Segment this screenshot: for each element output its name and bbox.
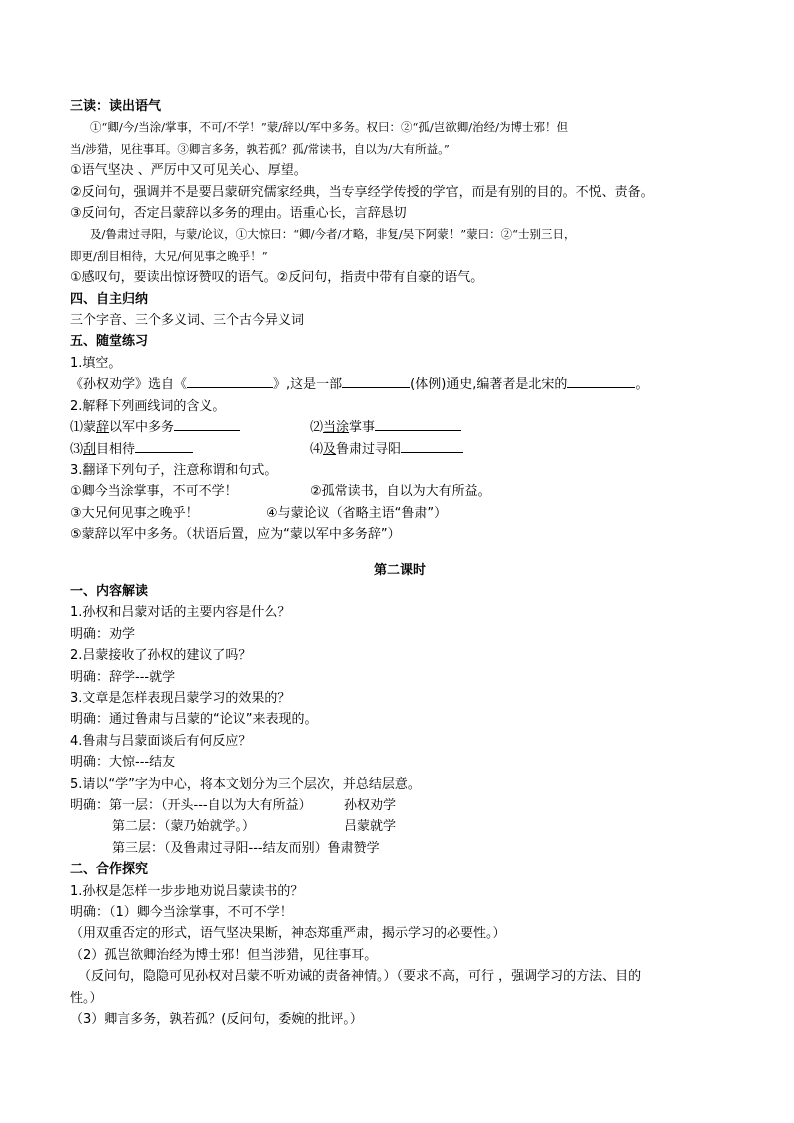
section-heading-three-readings: 三读：读出语气	[70, 99, 162, 114]
exercise-question: 3.翻译下列句子，注意称谓和句式。	[70, 462, 278, 478]
question-line: 2.吕蒙接收了孙权的建议了吗？	[70, 648, 252, 664]
note-line: 性。）	[70, 990, 103, 1006]
answer-line: 明确：（1）卿今当涂掌事，不可不学！	[70, 905, 293, 921]
summary-text: 三个字音、三个多义词、三个古今异义词	[70, 313, 305, 329]
layer-line: 明确：第一层：（开头---自以为大有所益） 孙权劝学	[70, 798, 397, 813]
underlined-word: 及	[323, 441, 337, 457]
answer-blank[interactable]	[174, 417, 240, 431]
fill-in-line: 《孙权劝学》选自《 》,这是一部 (体例)通史,编著者是北宋的 。	[70, 374, 730, 395]
note-line: ①感叹句，要读出惊讶赞叹的语气。②反问句，指责中带有自豪的语气。	[70, 270, 484, 286]
layer-line: 第二层：（蒙乃始就学。） 吕蒙就学	[112, 819, 397, 835]
note-line: ②反问句，强调并不是要吕蒙研究儒家经典，当专享经学传授的学官，而是有别的目的。不悦、责备。	[70, 184, 654, 200]
underlined-word: 当涂	[323, 420, 350, 436]
exercise-question: 1.填空。	[70, 355, 122, 371]
exercise-question: 2.解释下列画线词的含义。	[70, 398, 226, 414]
underlined-word: 刮	[83, 441, 97, 457]
word-row: ⑴蒙辞以军中多务 ⑵当涂掌事	[70, 417, 730, 438]
translation-row: ③大兄何见事之晚乎！ ④与蒙论议（省略主语“鲁肃”）	[70, 505, 448, 521]
note-line: （用双重否定的形式，语气坚决果断，神态郑重严肃，揭示学习的必要性。）	[70, 926, 506, 942]
answer-line: （2）孤岂欲卿治经为博士邪！但当涉猎，见往事耳。	[70, 947, 378, 963]
classical-text-line: 及/鲁肃过寻阳，与蒙/论议，①大惊曰：“卿/今者/才略，非复/吴下阿蒙！”蒙曰：②“士别三日，	[90, 227, 576, 242]
layer-line: 第三层：（及鲁肃过寻阳---结友而别）鲁肃赞学	[112, 840, 380, 856]
answer-blank[interactable]	[401, 439, 463, 453]
answer-blank[interactable]	[135, 439, 193, 453]
note-line: ①语气坚决 、严厉中又可见关心、厚望。	[70, 163, 307, 179]
classical-text-line: ①“卿/今/当涂/掌事，不可/不学！”蒙/辞以/军中多务。权曰：②“孤/岂欲卿/治经/为博士邪！但	[90, 120, 569, 135]
answer-blank[interactable]	[342, 374, 410, 388]
question-line: 4.鲁肃与吕蒙面谈后有何反应？	[70, 733, 252, 749]
section-heading-inquiry: 二、合作探究	[70, 862, 149, 878]
answer-line: 明确：辞学---就学	[70, 669, 176, 685]
word-row: ⑶刮目相待 ⑷及鲁肃过寻阳	[70, 439, 730, 460]
answer-line: 明确：通过鲁肃与吕蒙的“论议”来表现的。	[70, 712, 318, 728]
translation-row: ①卿今当涂掌事，不可不学！ ②孤常读书，自以为大有所益。	[70, 484, 491, 500]
answer-line: （3）卿言多务，孰若孤？(反问句，委婉的批评。）	[70, 1012, 363, 1028]
section-heading-content: 一、内容解读	[70, 583, 149, 599]
question-line: 5.请以“学”字为中心，将本文划分为三个层次，并总结层意。	[70, 776, 421, 792]
lesson-title: 第二课时	[373, 562, 426, 578]
question-line: 3.文章是怎样表现吕蒙学习的效果的？	[70, 690, 291, 706]
note-line: （反问句，隐隐可见孙权对吕蒙不听劝诫的责备神情。）（要求不高，可行 ，强调学习的方法、目的	[78, 969, 642, 985]
classical-text-line: 即更/刮目相待，大兄/何见事之晚乎！”	[70, 248, 268, 263]
answer-blank[interactable]	[375, 417, 461, 431]
section-heading-summary: 四、自主归纳	[70, 291, 149, 307]
translation-line: ⑤蒙辞以军中多务。（状语后置，应为“蒙以军中多务辞”）	[70, 527, 401, 543]
question-line: 1.孙权是怎样一步步地劝说吕蒙读书的？	[70, 883, 304, 899]
answer-line: 明确：大惊---结友	[70, 755, 176, 771]
answer-blank[interactable]	[567, 374, 635, 388]
note-line: ③反问句，否定吕蒙辞以多务的理由。语重心长，言辞恳切	[70, 206, 407, 222]
answer-line: 明确：劝学	[70, 626, 136, 642]
classical-text-line: 当/涉猎，见往事耳。③卿言多务，孰若孤？孤/常读书，自以为/大有所益。”	[70, 141, 450, 156]
question-line: 1.孙权和吕蒙对话的主要内容是什么？	[70, 605, 291, 621]
section-heading-exercises: 五、随堂练习	[70, 334, 149, 350]
document-page	[70, 96, 730, 1030]
answer-blank[interactable]	[187, 374, 273, 388]
underlined-word: 辞	[96, 420, 110, 436]
